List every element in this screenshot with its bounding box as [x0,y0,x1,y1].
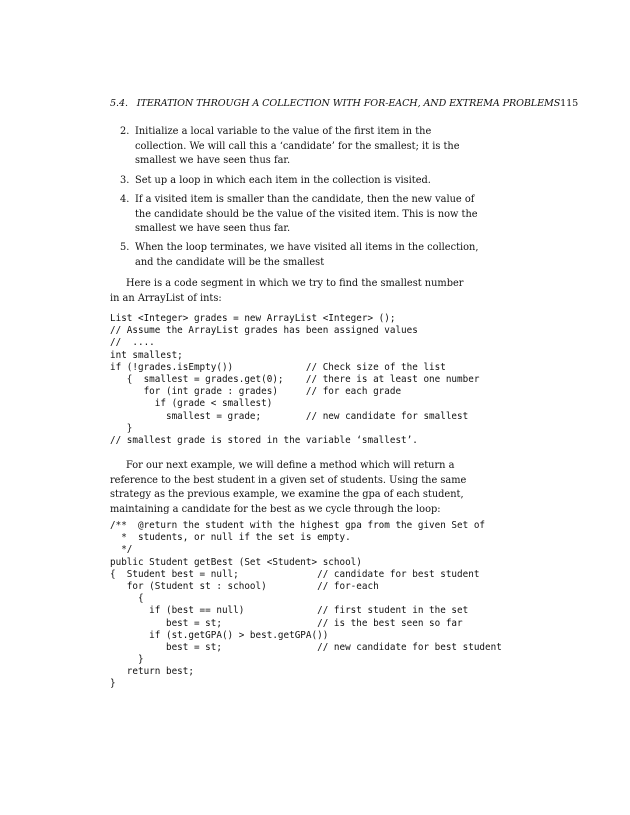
code-line: public Student getBest (Set <Student> school) [110,556,362,568]
step-text: When the loop terminates, we have visited all items in the collection, and the candidate will be the smallest [135,242,479,268]
section-number: 5.4. [110,98,128,109]
paragraph-text: Here is a code segment in which we try to find the smallest number in an ArrayList of ints: [110,278,464,304]
list-item [120,193,480,237]
code-line: } [110,654,144,666]
step-number: 3. [120,175,130,186]
chapter-section-title: ITERATION THROUGH A COLLECTION WITH FOR-EACH, AND EXTREMA PROBLEMS [136,98,561,109]
code-line: if (st.getGPA() > best.getGPA()) [110,629,329,641]
example-paragraph [110,459,472,517]
code-block-smallest [110,313,530,447]
step-number: 5. [120,242,130,253]
code-line: // smallest grade is stored in the variable ‘smallest’. [110,434,418,446]
code-line: /** @return the student with the highest gpa from the given Set of [110,520,486,531]
list-item [120,174,480,189]
code-line: if (grade < smallest) [110,398,273,410]
step-number: 2. [120,126,130,137]
code-line: // .... [110,337,155,349]
code-line: return best; [110,666,194,678]
code-line: */ [110,544,133,556]
code-line: for (Student st : school) // for-each [110,580,379,592]
code-block-getbest [110,520,530,691]
code-line: } [110,422,133,434]
step-text: If a visited item is smaller than the candidate, then the new value of the candidate should be the value of the visited item. This is now the smallest we have seen thus far. [135,194,478,235]
code-line: List <Integer> grades = new ArrayList <Integer> (); [110,313,396,324]
code-line: if (!grades.isEmpty()) // Check size of the list [110,361,446,373]
code-line: best = st; // is the best seen so far [110,617,463,629]
code-line: best = st; // new candidate for best student [110,641,502,653]
step-text: Set up a loop in which each item in the collection is visited. [135,175,431,186]
code-line: { [110,593,144,605]
step-number: 4. [120,194,130,205]
intro-paragraph [110,277,472,306]
code-line: * students, or null if the set is empty. [110,532,351,544]
list-item [120,241,480,270]
step-text: Initialize a local variable to the value of the first item in the collection. We will call this a ‘candidate’ for the smallest; it is the smallest we have seen thus far. [135,126,460,167]
code-line: { Student best = null; // candidate for best student [110,568,480,580]
running-head [110,98,615,109]
paragraph-text: For our next example, we will define a method which will return a reference to the best student in a given set of students. Using the same strategy as the previous example, we examine the gpa of each student, maintaining a candidate for the best as we cycle through the loop: [110,460,467,515]
page-number: 115 [560,98,579,109]
code-line: { smallest = grades.get(0); // there is at least one number [110,373,480,385]
list-item [120,125,480,169]
code-line: // Assume the ArrayList grades has been assigned values [110,325,418,337]
code-line: int smallest; [110,349,183,361]
code-line: for (int grade : grades) // for each grade [110,386,402,398]
code-line: if (best == null) // first student in the set [110,605,469,617]
code-line: smallest = grade; // new candidate for smallest [110,410,469,422]
code-line: } [110,678,116,690]
